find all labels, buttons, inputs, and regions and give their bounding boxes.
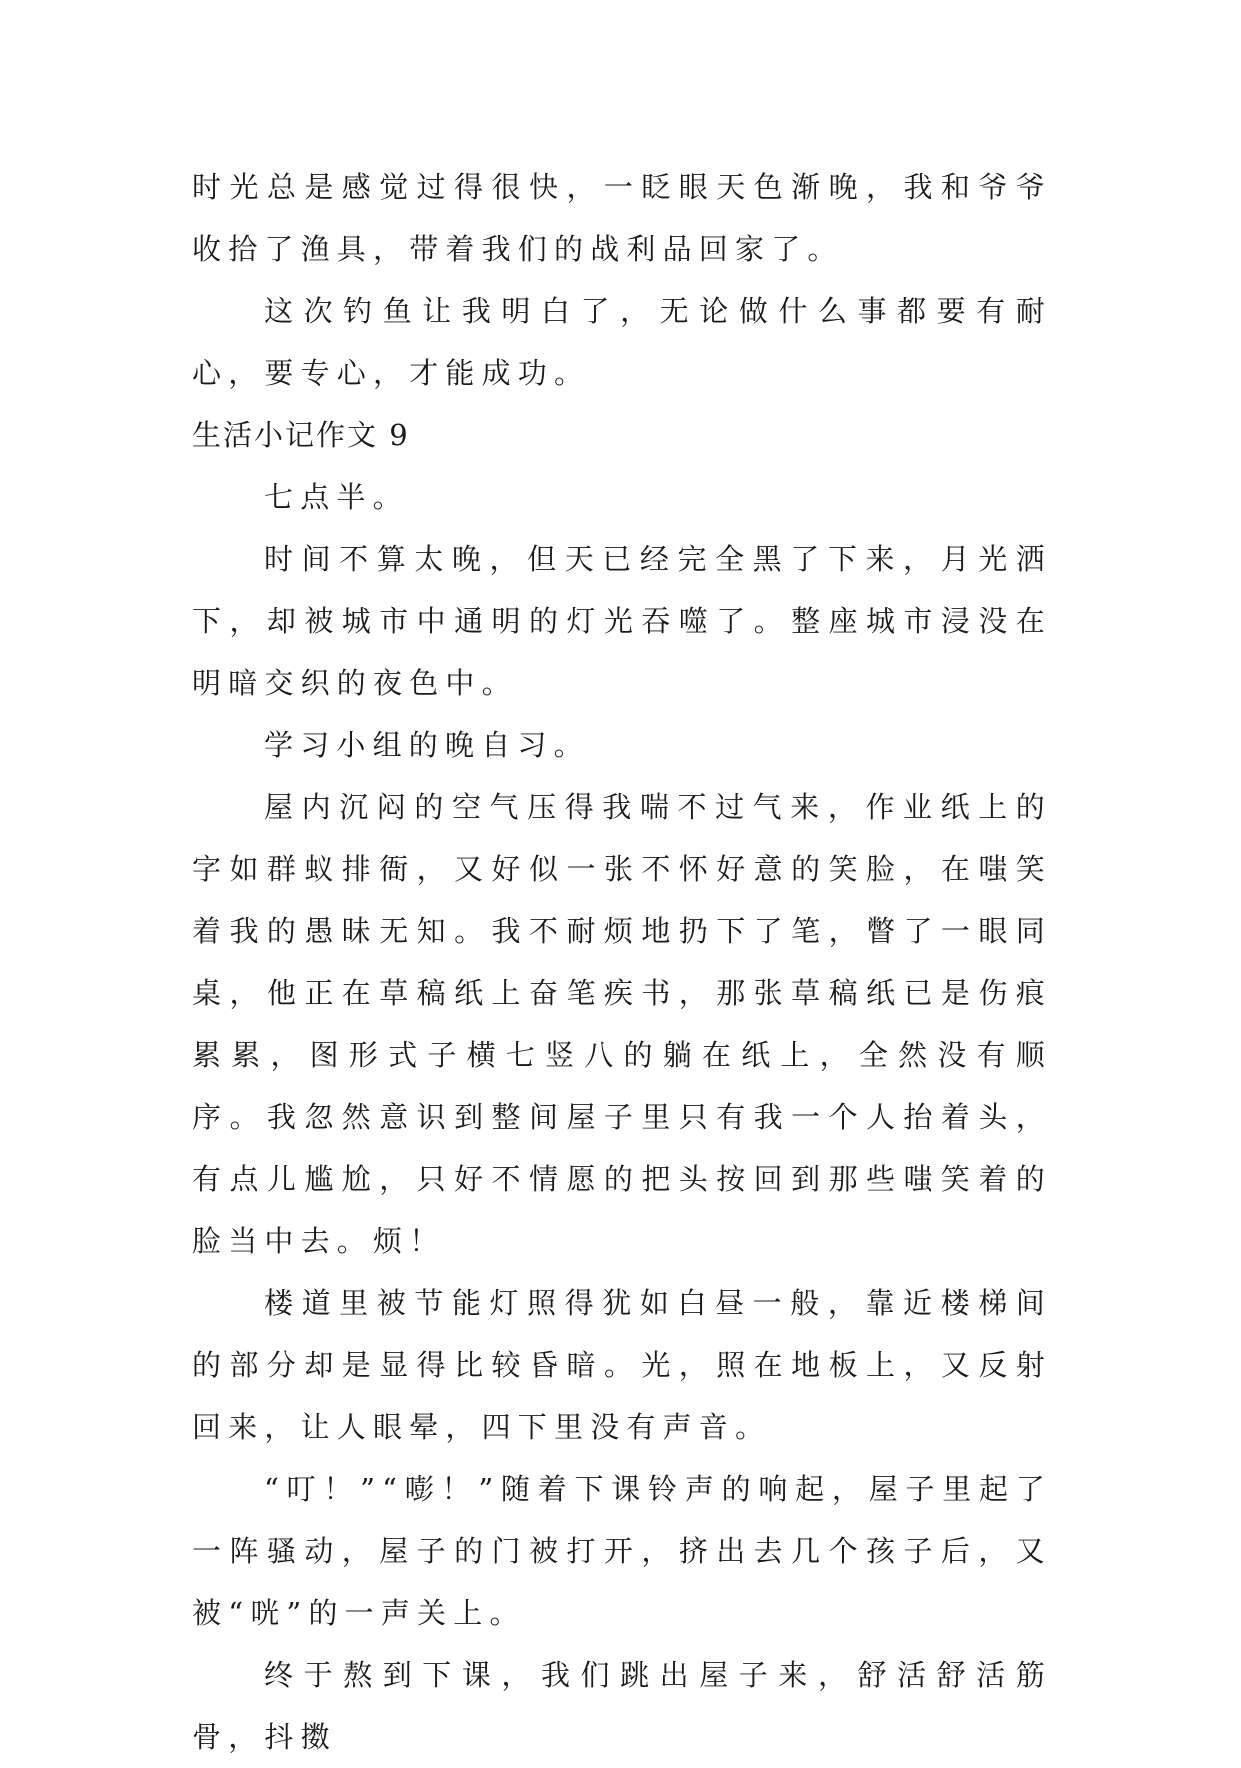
paragraph: 时间不算太晚，但天已经完全黑了下来，月光洒下，却被城市中通明的灯光吞噬了。整座城市浸没在明暗交织的夜色中。 (192, 542, 1052, 700)
section-title: 生活小记作文 9 (192, 418, 410, 452)
paragraph: 这次钓鱼让我明白了，无论做什么事都要有耐心，要专心，才能成功。 (192, 294, 1052, 390)
paragraph: “叮！”“嘭！”随着下课铃声的响起，屋子里起了一阵骚动，屋子的门被打开，挤出去几个孩子后，又被“咣”的一声关上。 (192, 1472, 1052, 1630)
document-page (192, 156, 1052, 1768)
paragraph: 时光总是感觉过得很快，一眨眼天色渐晚，我和爷爷收拾了渔具，带着我们的战利品回家了。 (192, 170, 1052, 266)
paragraph: 学习小组的晚自习。 (264, 728, 590, 762)
paragraph: 屋内沉闷的空气压得我喘不过气来，作业纸上的字如群蚁排衙，又好似一张不怀好意的笑脸，在嗤笑着我的愚昧无知。我不耐烦地扔下了笔，瞥了一眼同桌，他正在草稿纸上奋笔疾书，那张草稿纸已是伤痕累累，图形式子横七竖八的躺在纸上，全然没有顺序。我忽然意识到整间屋子里只有我一个人抬着头，有点儿尴尬，只好不情愿的把头按回到那些嗤笑着的脸当中去。烦！ (192, 790, 1052, 1258)
paragraph: 七点半。 (264, 480, 409, 514)
paragraph: 楼道里被节能灯照得犹如白昼一般，靠近楼梯间的部分却是显得比较昏暗。光，照在地板上，又反射回来，让人眼晕，四下里没有声音。 (192, 1286, 1052, 1444)
paragraph: 终于熬到下课，我们跳出屋子来，舒活舒活筋骨，抖擞 (192, 1658, 1052, 1754)
